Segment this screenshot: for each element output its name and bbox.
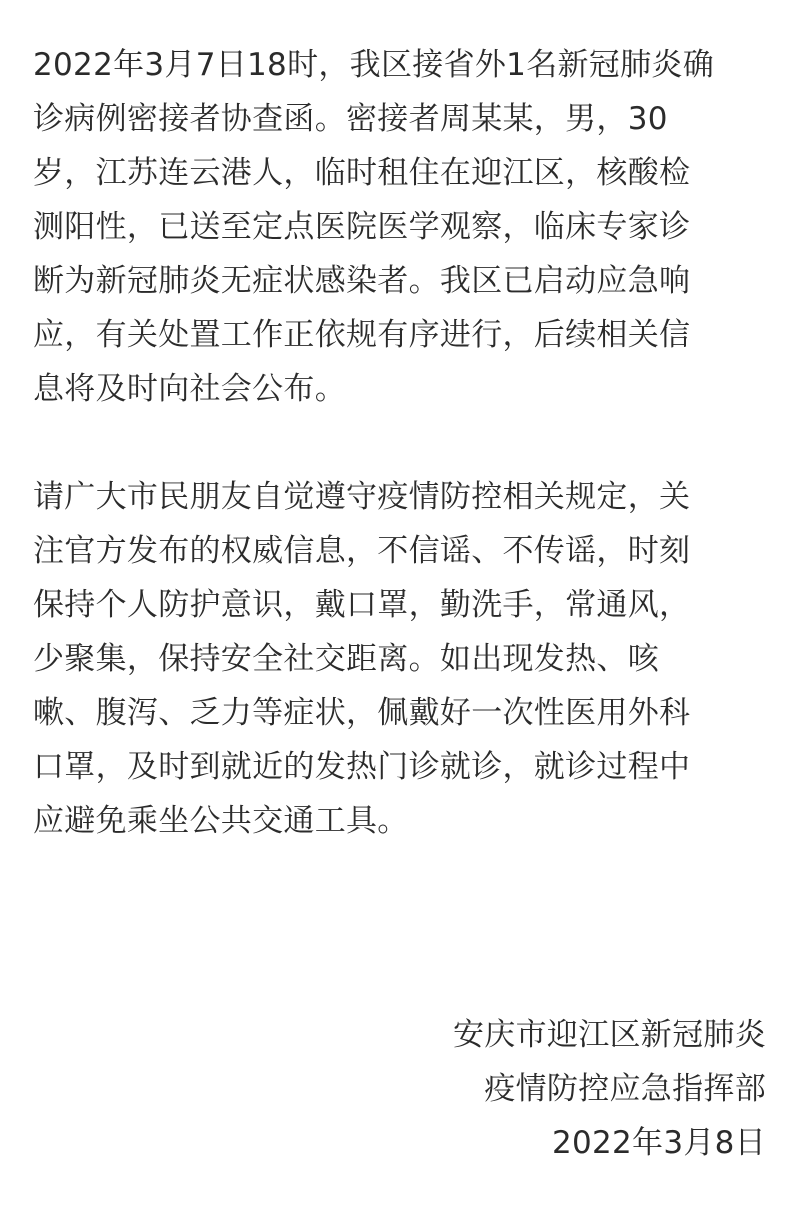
paragraph-line: 嗽、腹泻、乏力等症状，佩戴好一次性医用外科 — [33, 695, 691, 731]
paragraph-line: 测阳性，已送至定点医院医学观察，临床专家诊 — [33, 209, 691, 245]
paragraph-line: 保持个人防护意识，戴口罩，勤洗手，常通风， — [33, 587, 691, 623]
paragraph-line: 注官方发布的权威信息，不信谣、不传谣，时刻 — [33, 533, 691, 569]
signature-org-line-1: 安庆市迎江区新冠肺炎 — [453, 1017, 766, 1053]
paragraph-line: 息将及时向社会公布。 — [33, 371, 346, 407]
paragraph-line: 断为新冠肺炎无症状感染者。我区已启动应急响 — [33, 263, 691, 299]
paragraph-line: 少聚集，保持安全社交距离。如出现发热、咳 — [33, 641, 659, 677]
paragraph-line: 口罩，及时到就近的发热门诊就诊，就诊过程中 — [33, 749, 691, 785]
paragraph-line: 应避免乘坐公共交通工具。 — [33, 803, 409, 839]
signature-date: 2022年3月8日 — [551, 1125, 766, 1161]
paragraph-case-report — [33, 38, 773, 416]
paragraph-line: 应，有关处置工作正依规有序进行，后续相关信 — [33, 317, 691, 353]
paragraph-line: 请广大市民朋友自觉遵守疫情防控相关规定，关 — [33, 479, 691, 515]
paragraph-public-advice — [33, 470, 773, 848]
paragraph-line: 2022年3月7日18时，我区接省外1名新冠肺炎确 — [33, 47, 715, 83]
paragraph-line: 诊病例密接者协查函。密接者周某某，男，30 — [33, 101, 668, 137]
signature-org-line-2: 疫情防控应急指挥部 — [484, 1071, 766, 1107]
paragraph-line: 岁，江苏连云港人，临时租住在迎江区，核酸检 — [33, 155, 691, 191]
signature-block — [453, 1008, 766, 1170]
